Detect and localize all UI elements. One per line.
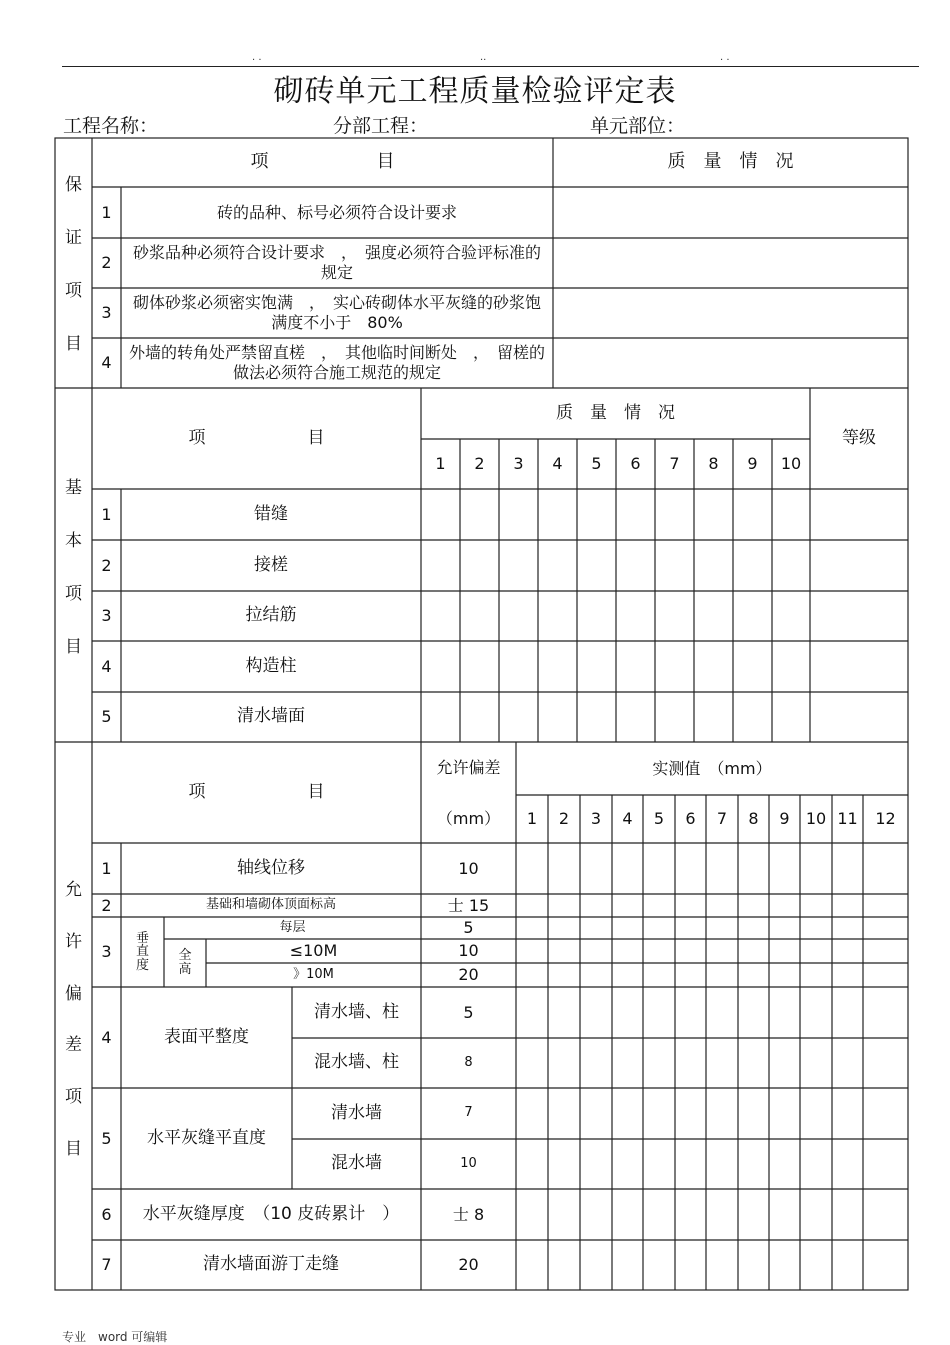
basic-row-text: 接槎	[254, 554, 288, 575]
tolerance-col-number: 1	[526, 809, 538, 828]
guarantee-row-text: 砖的品种、标号必须符合设计要求	[216, 202, 457, 222]
tolerance-col-number: 5	[653, 809, 665, 828]
height-le10-label: ≤10M	[289, 941, 338, 960]
tolerance-col-number: 6	[685, 809, 696, 828]
basic-row-text: 构造柱	[245, 655, 297, 676]
basic-col-number: 3	[513, 454, 524, 473]
tolerance-label-char: 目	[65, 1138, 82, 1159]
total-height-label	[164, 941, 206, 985]
header-dots-left: . .	[252, 52, 262, 63]
guarantee-row-text: 砂浆品种必须符合设计要求 ， 强度必须符合验评标准的规定	[132, 243, 541, 282]
tolerance-col-number: 9	[779, 809, 790, 828]
basic-row-no: 1	[101, 504, 112, 524]
verticality-label	[121, 922, 164, 982]
guarantee-section-label	[55, 175, 92, 355]
tolerance-row-no: 7	[101, 1255, 112, 1274]
sub-project-label: 分部工程：	[333, 115, 429, 137]
guarantee-label-char: 项	[65, 280, 82, 301]
basic-col-number: 1	[435, 454, 446, 473]
tolerance-col-number: 10	[805, 809, 827, 828]
tolerance-label-char: 许	[65, 931, 82, 952]
basic-row-no: 4	[101, 656, 112, 676]
tolerance-col-number: 4	[622, 809, 633, 828]
guarantee-row-text: 外墙的转角处严禁留直槎 ， 其他临时间断处 ， 留槎的做法必须符合施工规范的规定	[128, 343, 545, 382]
basic-col-number: 8	[708, 454, 719, 473]
page-title: 砌砖单元工程质量检验评定表	[273, 74, 677, 109]
basic-col-number: 7	[669, 454, 680, 473]
basic-row-no: 2	[101, 555, 112, 575]
tolerance-measured-header: 实测值 （mm）	[652, 758, 772, 778]
guarantee-row-text: 砌体砂浆必须密实饱满 ， 实心砖砌体水平灰缝的砂浆饱满度不小于 80%	[132, 293, 541, 332]
basic-row-text: 错缝	[254, 503, 288, 524]
basic-col-number: 2	[474, 454, 485, 473]
joint-clear-wall-label: 清水墙	[331, 1102, 382, 1123]
joint-straightness-label: 水平灰缝平直度	[147, 1127, 266, 1148]
surface-mixed-wall-label: 混水墙、柱	[314, 1052, 399, 1073]
guarantee-row-no: 1	[101, 202, 112, 222]
tolerance-row-no: 6	[101, 1204, 112, 1224]
guarantee-row-no: 2	[101, 253, 112, 272]
head-joint-label: 清水墙面游丁走缝	[203, 1254, 339, 1275]
tolerance-allow-header: 允许偏差	[436, 758, 501, 777]
tolerance-row-no: 3	[101, 942, 112, 961]
joint-mixed-wall-label: 混水墙	[331, 1153, 382, 1174]
total-height-char: 高	[178, 962, 192, 977]
tolerance-col-number: 3	[590, 809, 602, 828]
basic-row-no: 5	[101, 707, 112, 726]
tolerance-label-char: 偏	[65, 983, 82, 1004]
verticality-char: 垂	[135, 930, 149, 946]
basic-grade-header: 等级	[842, 427, 876, 448]
header-dots-right: . .	[720, 52, 730, 63]
basic-col-number: 10	[780, 454, 802, 473]
each-floor-label: 每层	[279, 919, 306, 935]
tolerance-col-number: 11	[837, 809, 858, 828]
basic-label-char: 项	[65, 583, 82, 604]
tolerance-row-no: 5	[101, 1128, 112, 1148]
height-le10-value: 10	[458, 941, 479, 960]
basic-row-no: 3	[101, 606, 112, 625]
basic-quality-header: 质 量 情 况	[556, 402, 675, 423]
height-gt10-value: 20	[458, 965, 479, 984]
basic-row-text: 清水墙面	[237, 706, 305, 727]
tolerance-label-char: 项	[65, 1087, 82, 1107]
basic-row-text: 拉结筋	[245, 605, 297, 626]
tolerance-allow-unit: （mm）	[436, 809, 501, 828]
tolerance-row-no: 1	[101, 858, 112, 878]
basic-col-number: 9	[747, 454, 758, 473]
guarantee-row-no: 3	[101, 303, 112, 322]
joint-thickness-label: 水平灰缝厚度 （10 皮砖累计 ）	[142, 1203, 400, 1224]
axis-offset-value: 10	[458, 858, 479, 878]
tolerance-item-header: 项 目	[188, 781, 325, 802]
tolerance-section-label	[55, 880, 92, 1160]
tolerance-label-char: 差	[65, 1035, 82, 1056]
basic-label-char: 本	[65, 530, 82, 551]
joint-thickness-value: 士 8	[452, 1204, 485, 1224]
surface-clear-wall-value: 5	[463, 1002, 474, 1022]
each-floor-value: 5	[463, 918, 474, 937]
height-gt10-label: 》10M	[293, 966, 334, 982]
footer-note: 专业 word 可编辑	[62, 1330, 168, 1344]
tolerance-col-number: 2	[558, 809, 570, 828]
joint-clear-wall-value: 7	[464, 1105, 473, 1121]
basic-col-number: 5	[591, 454, 602, 473]
total-height-char: 全	[178, 947, 192, 963]
basic-col-number: 4	[552, 454, 563, 473]
tolerance-col-number: 7	[716, 809, 728, 828]
header-dots-middle: ..	[480, 52, 487, 63]
surface-clear-wall-label: 清水墙、柱	[314, 1001, 399, 1022]
verticality-char: 度	[135, 957, 149, 973]
basic-label-char: 基	[65, 478, 82, 498]
verticality-char: 直	[135, 944, 149, 960]
tolerance-col-number: 12	[875, 809, 896, 828]
surface-mixed-wall-value: 8	[464, 1054, 473, 1070]
project-name-label: 工程名称：	[63, 115, 159, 137]
joint-mixed-wall-value: 10	[460, 1155, 477, 1171]
basic-section-label	[55, 478, 92, 658]
guarantee-label-char: 保	[65, 175, 82, 195]
guarantee-label-char: 证	[65, 227, 82, 248]
basic-label-char: 目	[65, 636, 82, 657]
guarantee-row-no: 4	[101, 353, 112, 372]
basic-item-header: 项 目	[188, 427, 325, 448]
basic-col-number: 6	[630, 454, 641, 473]
top-elevation-value: 士 15	[447, 895, 490, 915]
tolerance-row-no: 2	[101, 895, 112, 915]
guarantee-item-header: 项 目	[250, 151, 395, 173]
guarantee-label-char: 目	[65, 333, 82, 354]
surface-flatness-label: 表面平整度	[164, 1026, 249, 1047]
unit-location-label: 单元部位：	[590, 115, 686, 137]
axis-offset-label: 轴线位移	[237, 857, 305, 878]
tolerance-row-no: 4	[101, 1027, 112, 1047]
tolerance-label-char: 允	[65, 880, 82, 900]
tolerance-col-number: 8	[748, 809, 759, 828]
head-joint-value: 20	[458, 1255, 479, 1274]
guarantee-quality-header: 质 量 情 况	[667, 151, 794, 173]
top-elevation-label: 基础和墙砌体顶面标高	[205, 897, 336, 913]
